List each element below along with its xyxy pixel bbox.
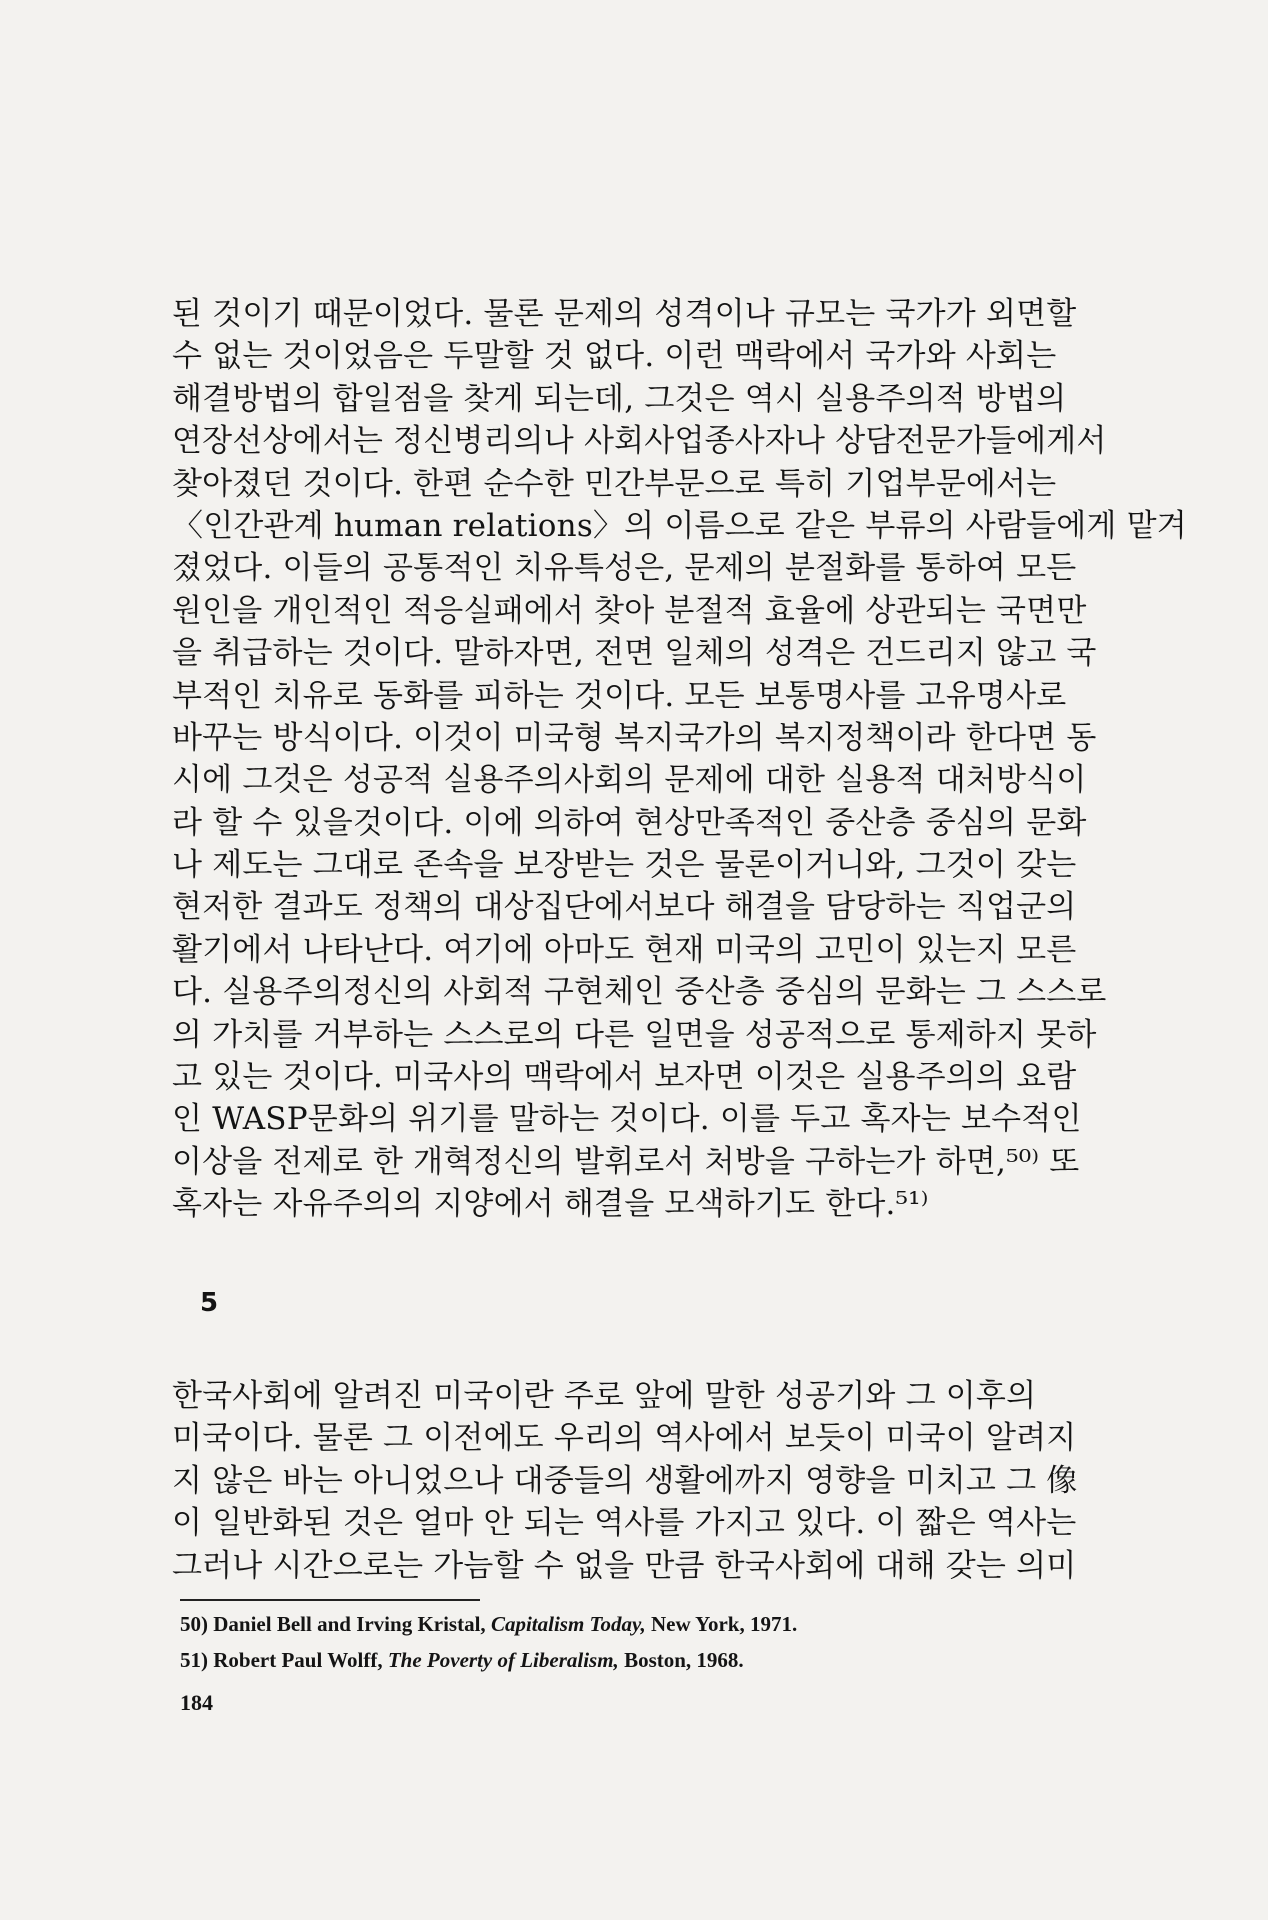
text-line: 원인을 개인적인 적응실패에서 찾아 분절적 효율에 상관되는 국면만 <box>172 592 1087 629</box>
text-line: 의 가치를 거부하는 스스로의 다른 일면을 성공적으로 통제하지 못하 <box>172 1016 1097 1053</box>
text-line: 라 할 수 있을것이다. 이에 의하여 현상만족적인 중산층 중심의 문화 <box>172 804 1087 841</box>
footnote-number: 51) <box>180 1648 208 1672</box>
page-number: 184 <box>180 1690 213 1715</box>
text-line: 현저한 결과도 정책의 대상집단에서보다 해결을 담당하는 직업군의 <box>172 889 1077 926</box>
text-line: 부적인 치유로 동화를 피하는 것이다. 모든 보통명사를 고유명사로 <box>172 677 1067 714</box>
footnote-50 <box>180 1606 1130 1642</box>
text-line: 고 있는 것이다. 미국사의 맥락에서 보자면 이것은 실용주의의 요람 <box>172 1059 1077 1096</box>
text-line: 이 일반화된 것은 얼마 안 되는 역사를 가지고 있다. 이 짧은 역사는 <box>172 1505 1077 1542</box>
text-line: 혹자는 자유주의의 지양에서 해결을 모색하기도 한다.⁵¹⁾ <box>172 1186 929 1223</box>
text-line: 인 WASP문화의 위기를 말하는 것이다. 이를 두고 혹자는 보수적인 <box>172 1101 1082 1138</box>
text-line: 지 않은 바는 아니었으나 대중들의 생활에까지 영향을 미치고 그 像 <box>172 1462 1078 1499</box>
footnote-author: Robert Paul Wolff, <box>213 1648 383 1672</box>
text-line: 수 없는 것이었음은 두말할 것 없다. 이런 맥락에서 국가와 사회는 <box>172 338 1057 375</box>
text-line: 해결방법의 합일점을 찾게 되는데, 그것은 역시 실용주의적 방법의 <box>172 380 1067 417</box>
footnotes <box>180 1606 1130 1678</box>
text-line: 시에 그것은 성공적 실용주의사회의 문제에 대한 실용적 대처방식이 <box>172 762 1087 799</box>
section-number: 5 <box>200 1288 219 1318</box>
text-line: 다. 실용주의정신의 사회적 구현체인 중산층 중심의 문화는 그 스스로 <box>172 974 1107 1011</box>
text-line: 을 취급하는 것이다. 말하자면, 전면 일체의 성격은 건드리지 않고 국 <box>172 635 1097 672</box>
text-line: 한국사회에 알려진 미국이란 주로 앞에 말한 성공기와 그 이후의 <box>172 1378 1037 1414</box>
main-paragraph <box>172 293 1187 1226</box>
text-line: 바꾸는 방식이다. 이것이 미국형 복지국가의 복지정책이라 한다면 동 <box>172 719 1097 756</box>
text-line: 찾아졌던 것이다. 한편 순수한 민간부문으로 특히 기업부문에서는 <box>172 465 1057 502</box>
footnote-number: 50) <box>180 1612 208 1636</box>
text-line: 미국이다. 물론 그 이전에도 우리의 역사에서 보듯이 미국이 알려지 <box>172 1420 1077 1457</box>
footnote-51 <box>180 1642 1130 1678</box>
text-line: 연장선상에서는 정신병리의나 사회사업종사자나 상담전문가들에게서 <box>172 423 1107 460</box>
footnote-publication: New York, 1971. <box>650 1612 798 1636</box>
footnote-book-title: The Poverty of Liberalism, <box>387 1648 619 1672</box>
footnote-book-title: Capitalism Today, <box>490 1612 646 1636</box>
text-line: 이상을 전제로 한 개혁정신의 발휘로서 처방을 구하는가 하면,⁵⁰⁾ 또 <box>172 1143 1080 1180</box>
text-line: 〈인간관계 human relations〉의 이름으로 같은 부류의 사람들에게 맡겨 <box>172 507 1187 544</box>
footnote-divider <box>180 1599 480 1601</box>
footnote-author: Daniel Bell and Irving Kristal, <box>213 1612 486 1636</box>
text-line: 나 제도는 그대로 존속을 보장받는 것은 물론이거니와, 그것이 갖는 <box>172 847 1077 884</box>
text-line: 졌었다. 이들의 공통적인 치유특성은, 문제의 분절화를 통하여 모든 <box>172 550 1077 587</box>
section-paragraph <box>172 1375 1122 1587</box>
footnote-publication: Boston, 1968. <box>624 1648 744 1672</box>
text-line: 그러나 시간으로는 가늠할 수 없을 만큼 한국사회에 대해 갖는 의미 <box>172 1547 1077 1584</box>
text-line: 활기에서 나타난다. 여기에 아마도 현재 미국의 고민이 있는지 모른 <box>172 931 1077 968</box>
text-line: 된 것이기 때문이었다. 물론 문제의 성격이나 규모는 국가가 외면할 <box>172 296 1077 332</box>
